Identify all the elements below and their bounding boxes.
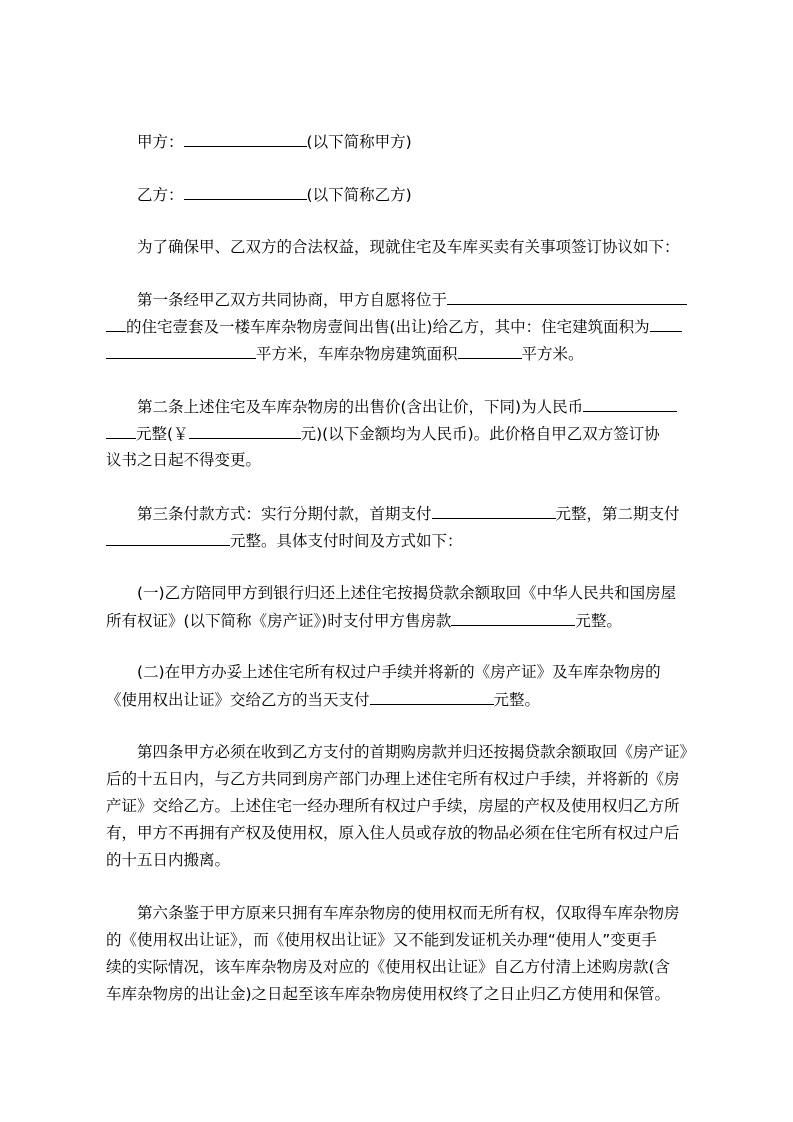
article-2-line-1	[137, 396, 707, 416]
article-2-text-2a: 元整(￥	[136, 425, 189, 443]
residence-area-blank-cont	[106, 343, 256, 359]
article-1-text-3a: 平方米，车库杂物房建筑面积	[256, 345, 458, 363]
party-a-tail: (以下简称甲方)	[306, 133, 412, 151]
article-6-line-1: 第六条鉴于甲方原来只拥有车库杂物房的使用权而无所有权，仅取得车库杂物房	[137, 904, 680, 922]
first-payment-blank	[432, 503, 556, 519]
residence-area-blank	[650, 316, 682, 332]
article-3-line-1	[137, 503, 707, 523]
price-words-blank	[583, 396, 677, 412]
price-number-blank	[189, 423, 301, 439]
item-1-line-1: (一)乙方陪同甲方到银行归还上述住宅按揭贷款余额取回《中华人民共和国房屋	[137, 584, 677, 602]
article-1-line-3	[106, 343, 706, 363]
article-1-line-1	[137, 289, 707, 309]
article-3-text-1a: 第三条付款方式：实行分期付款，首期支付	[137, 505, 432, 523]
location-blank-cont	[106, 316, 126, 332]
item-1-line-2	[106, 610, 706, 630]
article-1-line-2	[106, 316, 706, 336]
location-blank	[447, 289, 687, 305]
article-6-line-3: 续的实际情况，该车库杂物房及对应的《使用权出让证》自乙方付清上述购房款(含	[106, 958, 671, 976]
item-1-text-2a: 所有权证》(以下简称《房产证》)时支付甲方售房款	[106, 612, 452, 630]
item-2-text-2a: 《使用权出让证》交给乙方的当天支付	[106, 691, 370, 709]
article-1-text-1: 第一条经甲乙双方共同协商，甲方自愿将位于	[137, 291, 448, 309]
party-b-tail: (以下简称乙方)	[306, 186, 412, 204]
item-1-amount-blank	[451, 610, 575, 626]
article-2-text-1: 第二条上述住宅及车库杂物房的出售价(含出让价，下同)为人民币	[137, 398, 584, 416]
intro-line: 为了确保甲、乙双方的合法权益，现就住宅及车库买卖有关事项签订协议如下：	[137, 238, 680, 256]
party-b-line	[137, 184, 737, 204]
article-1-text-3b: 平方米。	[521, 345, 584, 363]
article-4-line-3: 产证》交给乙方。上述住宅一经办理所有权过户手续，房屋的产权及使用权归乙方所	[106, 797, 680, 815]
article-4-line-1: 第四条甲方必须在收到乙方支付的首期购房款并归还按揭贷款余额取回《房产证》	[137, 743, 696, 761]
second-payment-blank	[106, 530, 230, 546]
party-b-blank	[184, 184, 307, 200]
garage-area-blank	[458, 343, 522, 359]
article-2-line-2	[106, 423, 706, 443]
article-4-line-2: 后的十五日内，与乙方共同到房产部门办理上述住宅所有权过户手续，并将新的《房	[106, 770, 680, 788]
article-6-line-2: 的《使用权出让证》，而《使用权出让证》又不能到发证机关办理“使用人”变更手	[106, 931, 657, 949]
party-a-label: 甲方：	[137, 133, 184, 151]
item-2-amount-blank	[370, 689, 494, 705]
price-words-blank-cont	[106, 423, 136, 439]
article-3-text-1b: 元整，第二期支付	[555, 505, 680, 523]
article-3-text-2: 元整。具体支付时间及方式如下：	[230, 532, 463, 550]
item-2-text-2b: 元整。	[493, 691, 541, 709]
party-b-label: 乙方：	[137, 186, 184, 204]
item-2-line-2	[106, 689, 706, 709]
article-4-line-5: 的十五日内搬离。	[106, 851, 231, 869]
article-3-line-2	[106, 530, 706, 550]
article-4-line-4: 有，甲方不再拥有产权及使用权，原入住人员或存放的物品必须在住宅所有权过户后	[106, 824, 680, 842]
party-a-line	[137, 131, 737, 151]
party-a-blank	[184, 131, 307, 147]
article-2-line-3: 议书之日起不得变更。	[106, 451, 262, 469]
item-2-line-1: (二)在甲方办妥上述住宅所有权过户手续并将新的《房产证》及车库杂物房的	[137, 663, 661, 681]
article-1-text-2: 的住宅壹套及一楼车库杂物房壹间出售(出让)给乙方，其中：住宅建筑面积为	[126, 318, 650, 336]
article-2-text-2b: 元)(以下金额均为人民币)。此价格自甲乙双方签订协	[300, 425, 660, 443]
item-1-text-2b: 元整。	[575, 612, 622, 630]
article-6-line-4: 车库杂物房的出让金)之日起至该车库杂物房使用权终了之日止归乙方使用和保管。	[106, 985, 671, 1003]
